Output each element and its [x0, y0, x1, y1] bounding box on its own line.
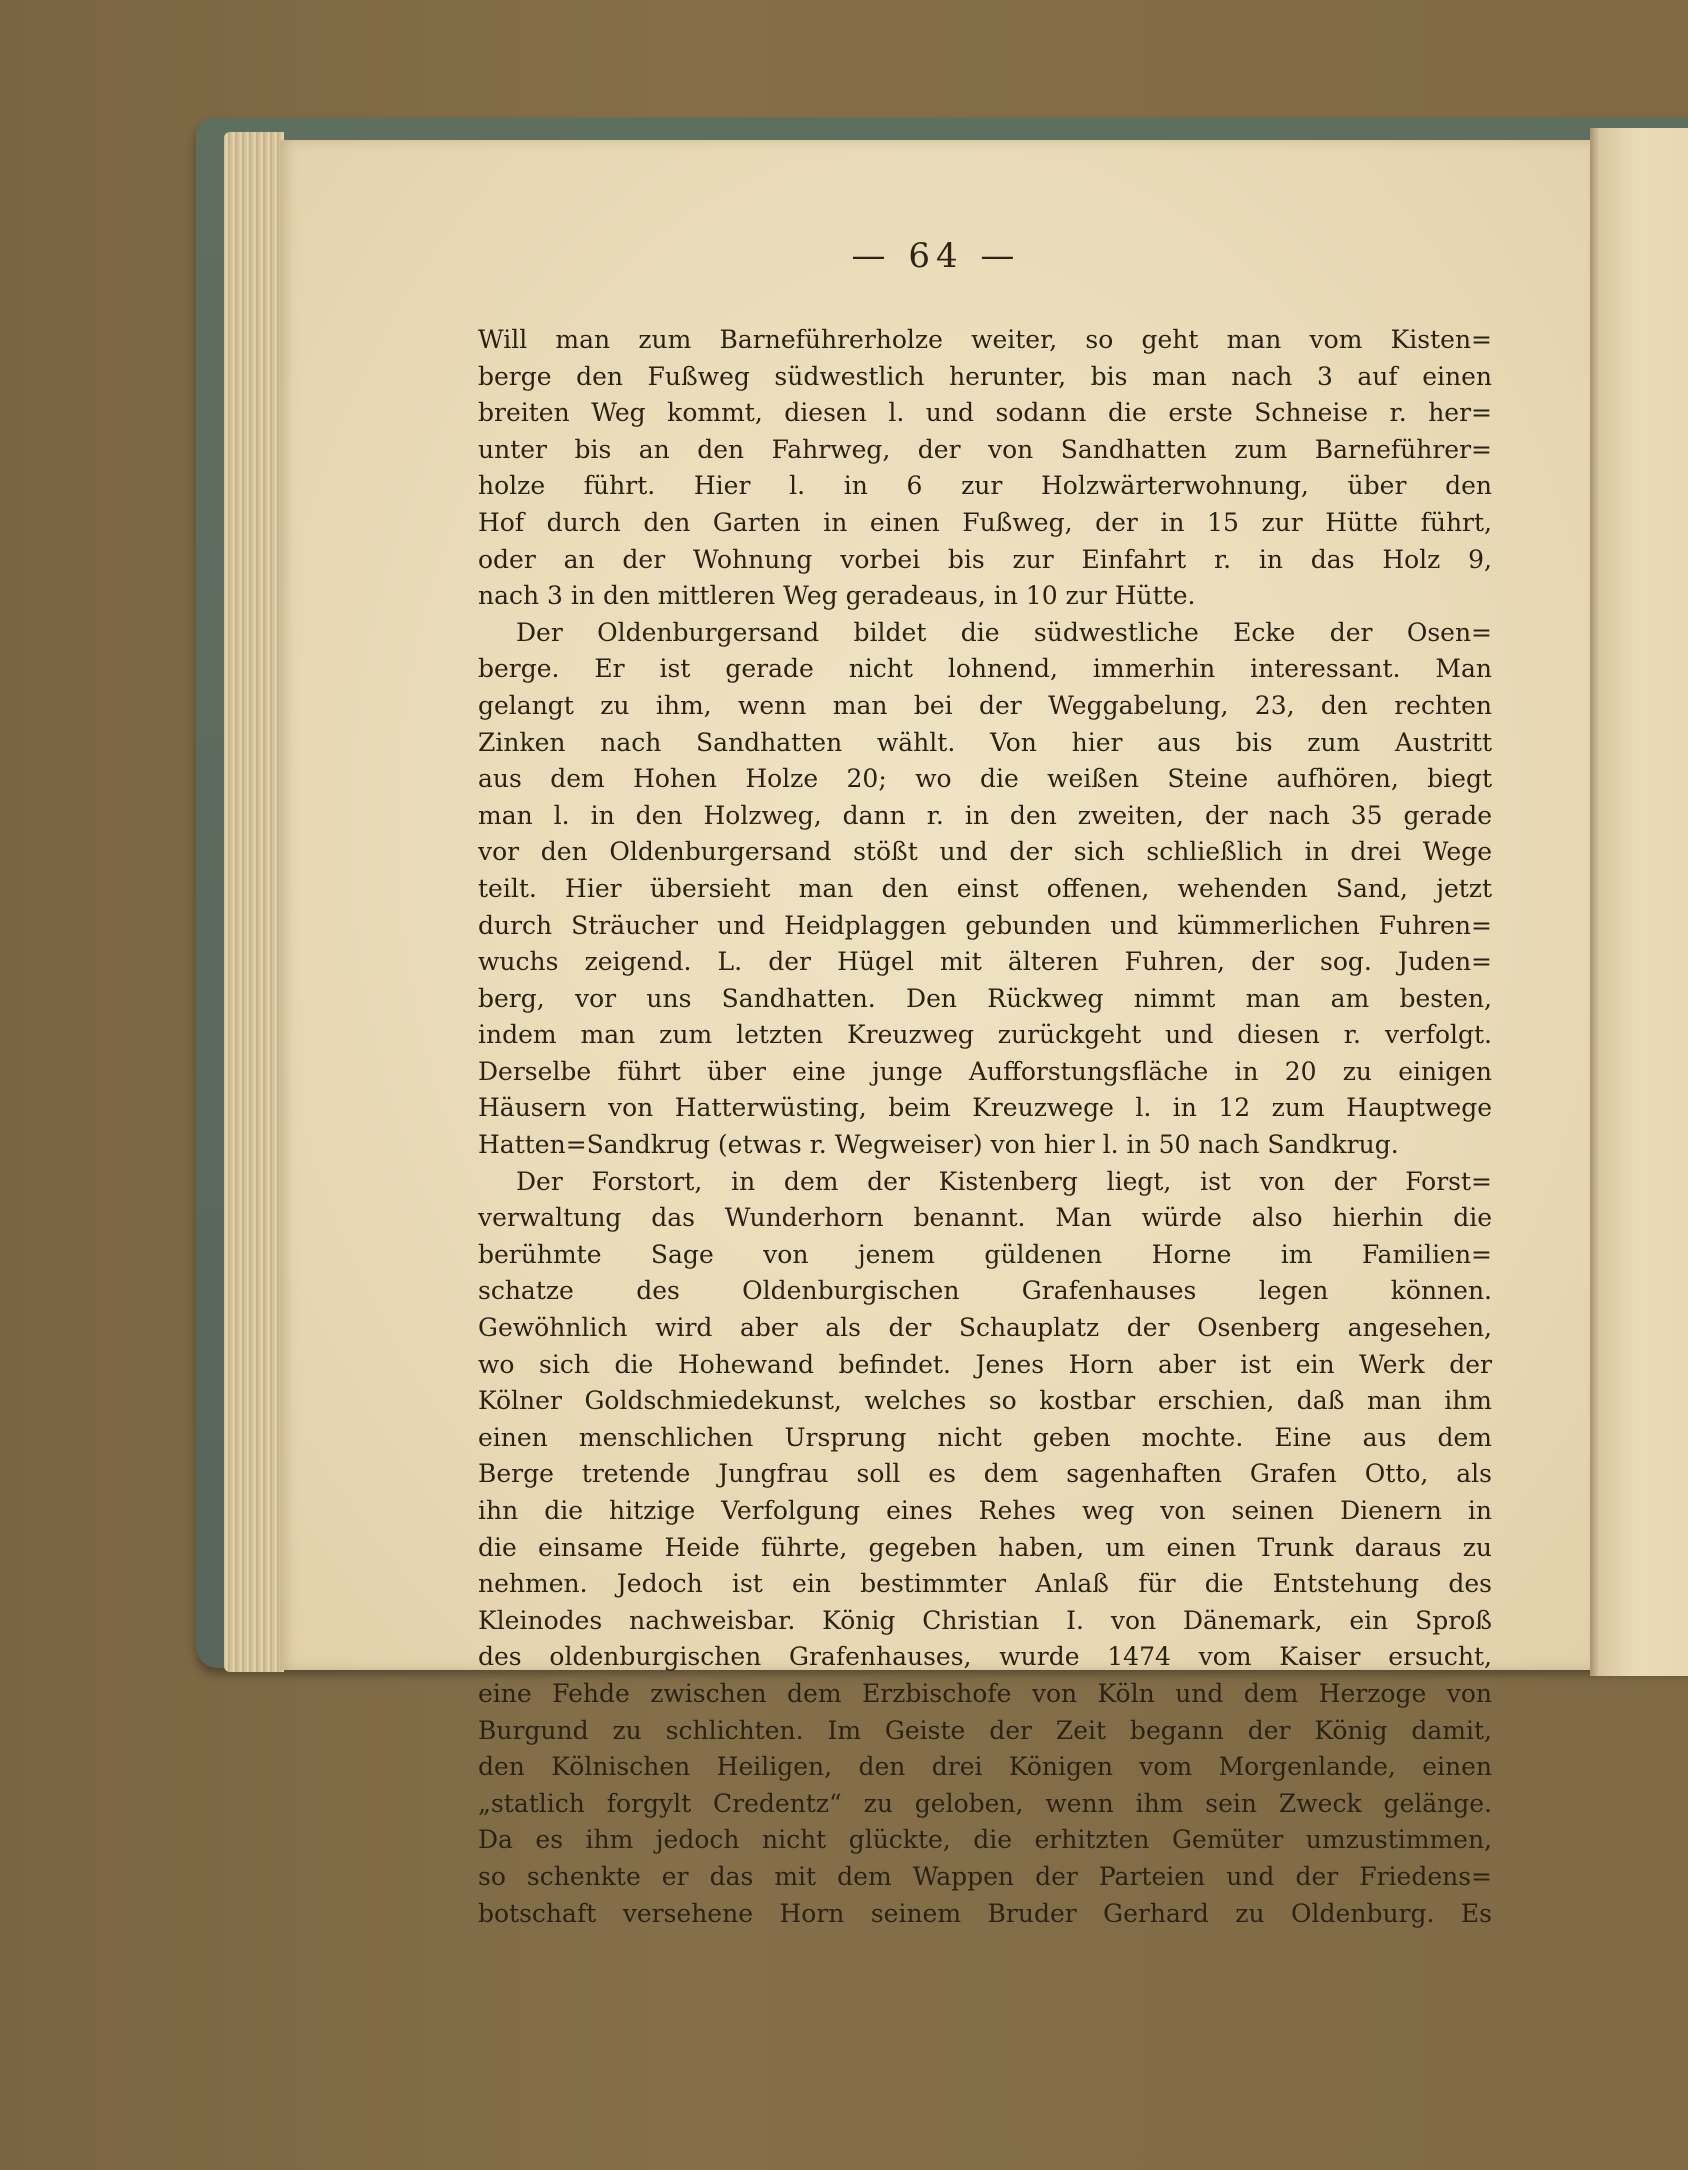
- text-line: ihn die hitzige Verfolgung eines Rehes weg von seinen Dienern in: [478, 1496, 1492, 1525]
- text-line: nehmen. Jedoch ist ein bestimmter Anlaß für die Entstehung des: [478, 1569, 1492, 1599]
- text-line: Berge tretende Jungfrau soll es dem sagenhaften Grafen Otto, als: [478, 1459, 1492, 1489]
- text-line: wuchs zeigend. L. der Hügel mit älteren Fuhren, der sog. Juden=: [478, 947, 1492, 977]
- text-line: berge. Er ist gerade nicht lohnend, immerhin interessant. Man: [478, 654, 1492, 684]
- text-line: so schenkte er das mit dem Wappen der Parteien und der Friedens=: [478, 1861, 1492, 1891]
- text-line: Derselbe führt über eine junge Aufforstungsfläche in 20 zu einigen: [478, 1056, 1492, 1086]
- text-line: Will man zum Barneführerholze weiter, so geht man vom Kisten=: [478, 325, 1492, 354]
- text-line: eine Fehde zwischen dem Erzbischofe von Köln und dem Herzoge von: [478, 1678, 1492, 1708]
- text-line: Der Forstort, in dem der Kistenberg liegt, ist von der Forst=: [516, 1166, 1492, 1196]
- next-page-edge: [1600, 128, 1688, 1676]
- text-line: Der Oldenburgersand bildet die südwestliche Ecke der Osen=: [516, 617, 1492, 647]
- text-line: Gewöhnlich wird aber als der Schauplatz der Osenberg angesehen,: [478, 1313, 1492, 1343]
- text-line: oder an der Wohnung vorbei bis zur Einfahrt r. in das Holz 9,: [478, 544, 1492, 574]
- text-line: durch Sträucher und Heidplaggen gebunden und kümmerlichen Fuhren=: [478, 910, 1492, 940]
- text-line: vor den Oldenburgersand stößt und der sich schließlich in drei Wege: [478, 837, 1492, 867]
- text-line: unter bis an den Fahrweg, der von Sandhatten zum Barneführer=: [478, 434, 1492, 464]
- text-line: einen menschlichen Ursprung nicht geben mochte. Eine aus dem: [478, 1422, 1492, 1452]
- text-line: botschaft versehene Horn seinem Bruder Gerhard zu Oldenburg. Es: [478, 1898, 1492, 1928]
- text-line: des oldenburgischen Grafenhauses, wurde 1474 vom Kaiser ersucht,: [478, 1642, 1492, 1672]
- text-line: teilt. Hier übersieht man den einst offenen, wehenden Sand, jetzt: [478, 873, 1492, 903]
- text-line: den Kölnischen Heiligen, den drei Königen vom Morgenlande, einen: [478, 1752, 1492, 1782]
- text-line: gelangt zu ihm, wenn man bei der Weggabelung, 23, den rechten: [478, 690, 1492, 720]
- text-line: indem man zum letzten Kreuzweg zurückgeht und diesen r. verfolgt.: [478, 1020, 1492, 1050]
- text-line: man l. in den Holzweg, dann r. in den zweiten, der nach 35 gerade: [478, 800, 1492, 830]
- text-line: Häusern von Hatterwüsting, beim Kreuzwege l. in 12 zum Hauptwege: [478, 1093, 1492, 1123]
- text-line: wo sich die Hohewand befindet. Jenes Horn aber ist ein Werk der: [478, 1349, 1492, 1379]
- page-number: — 64 —: [851, 236, 1021, 276]
- text-line: berühmte Sage von jenem güldenen Horne im Familien=: [478, 1239, 1492, 1269]
- text-line: schatze des Oldenburgischen Grafenhauses legen können.: [478, 1276, 1492, 1306]
- text-line: Zinken nach Sandhatten wählt. Von hier aus bis zum Austritt: [478, 727, 1492, 757]
- text-line: nach 3 in den mittleren Weg geradeaus, in 10 zur Hütte.: [478, 581, 1196, 611]
- text-line: Burgund zu schlichten. Im Geiste der Zeit begann der König damit,: [478, 1715, 1492, 1745]
- text-line: Hof durch den Garten in einen Fußweg, der in 15 zur Hütte führt,: [478, 507, 1492, 537]
- text-line: „statlich forgylt Credentz“ zu geloben, wenn ihm sein Zweck gelänge.: [478, 1788, 1492, 1818]
- text-line: Kleinodes nachweisbar. König Christian I. von Dänemark, ein Sproß: [478, 1605, 1492, 1635]
- text-line: Hatten=Sandkrug (etwas r. Wegweiser) von hier l. in 50 nach Sandkrug.: [478, 1130, 1399, 1160]
- text-line: die einsame Heide führte, gegeben haben, um einen Trunk daraus zu: [478, 1532, 1492, 1562]
- text-line: Kölner Goldschmiedekunst, welches so kostbar erschien, daß man ihm: [478, 1386, 1492, 1416]
- book-gutter: [1590, 128, 1600, 1676]
- text-line: berg, vor uns Sandhatten. Den Rückweg nimmt man am besten,: [478, 983, 1492, 1013]
- page-body-text: [478, 322, 1492, 1932]
- text-line: holze führt. Hier l. in 6 zur Holzwärterwohnung, über den: [478, 471, 1492, 501]
- text-line: berge den Fußweg südwestlich herunter, bis man nach 3 auf einen: [478, 361, 1492, 391]
- text-line: breiten Weg kommt, diesen l. und sodann die erste Schneise r. her=: [478, 398, 1492, 428]
- text-line: verwaltung das Wunderhorn benannt. Man würde also hierhin die: [478, 1203, 1492, 1233]
- page-edges: [224, 132, 284, 1672]
- text-line: Da es ihm jedoch nicht glückte, die erhitzten Gemüter umzustimmen,: [478, 1825, 1492, 1855]
- text-line: aus dem Hohen Holze 20; wo die weißen Steine aufhören, biegt: [478, 764, 1492, 794]
